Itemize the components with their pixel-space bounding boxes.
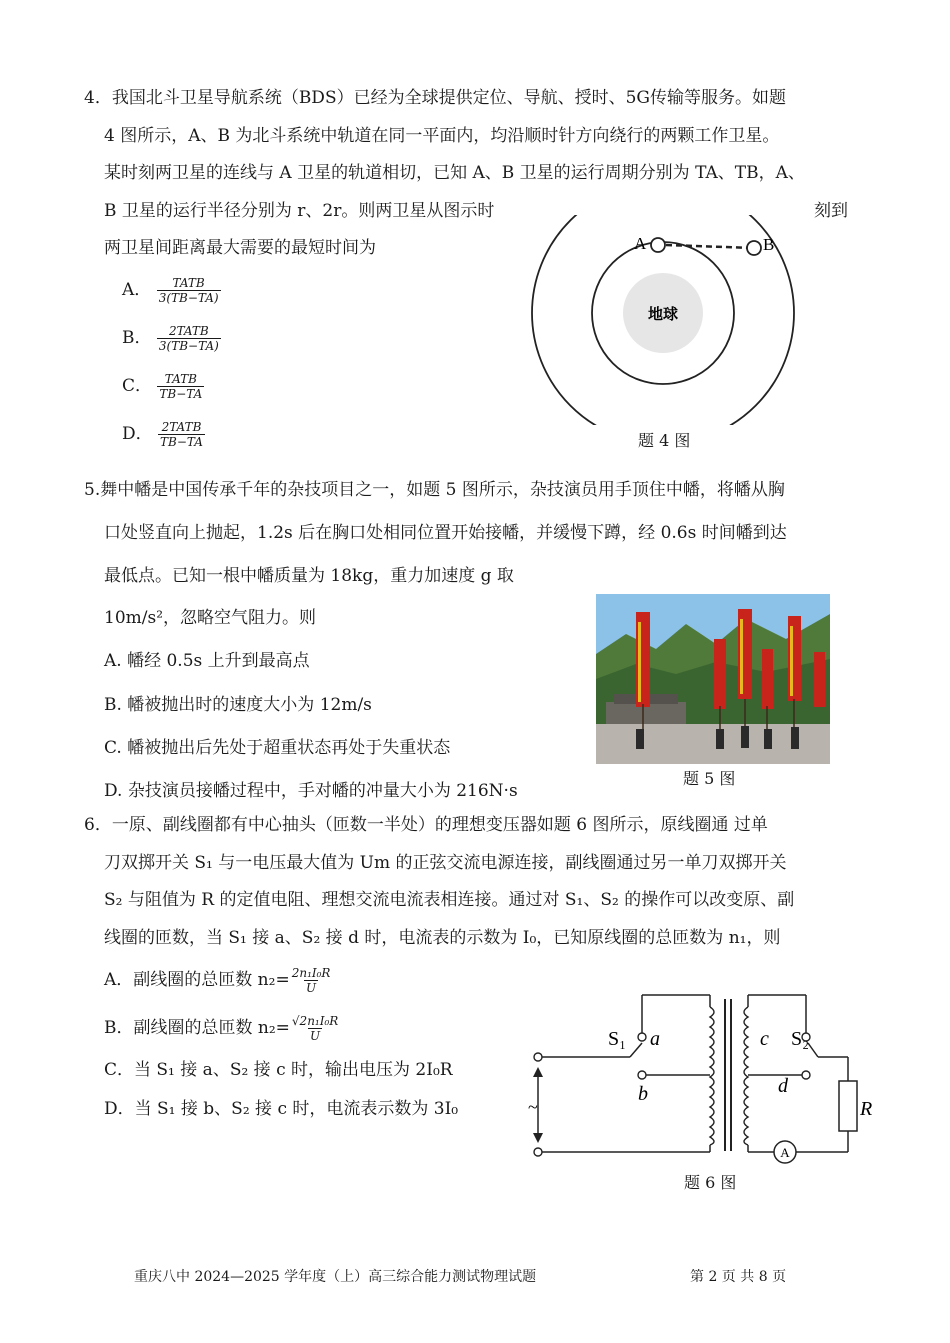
q4-orbit-diagram (530, 215, 800, 425)
q4-line-1: 4．我国北斗卫星导航系统（BDS）已经为全球提供定位、导航、授时、5G传输等服务。如题 (84, 88, 786, 108)
terminal-b-label: b (638, 1083, 648, 1105)
q5-photo (596, 594, 830, 764)
q5-option-d: D. 杂技演员接幡过程中，手对幡的冲量大小为 216N·s (104, 781, 518, 801)
q6-line-4: 线圈的匝数，当 S₁ 接 a、S₂ 接 d 时，电流表的示数为 I₀，已知原线圈的总匝数为 n₁，则 (104, 928, 781, 948)
q5-option-c: C. 幡被抛出后先处于超重状态再处于失重状态 (104, 738, 451, 758)
terminal-c-label: c (760, 1028, 769, 1050)
q4-option-c: C． $\frac{\text{TATB}}{TB-TA}$ (122, 372, 203, 401)
satellite-a (651, 238, 665, 252)
q4-line-5: 两卫星间距离最大需要的最短时间为 (104, 238, 376, 258)
q4-line-4b: 刻到 (814, 201, 848, 221)
q6-line-3: S₂ 与阻值为 R 的定值电阻、理想交流电流表相连接。通过对 S₁、S₂ 的操作可以改变原、副 (104, 890, 795, 910)
q4-option-d: D． $\frac{\text{2TATB}}{TB-TA}$ (122, 420, 203, 449)
q4-line-4: B 卫星的运行半径分别为 r、2r。则两卫星从图示时 (104, 201, 495, 221)
s2-label: S₂ (791, 1028, 810, 1050)
q5-line-2: 口处竖直向上抛起，1.2s 后在胸口处相同位置开始接幡，并缓慢下蹲，经 0.6s 时间幡到达 (104, 523, 787, 543)
label-b: B (763, 235, 775, 254)
earth-label: 地球 (647, 305, 679, 323)
q4-figure-caption: 题 4 图 (638, 431, 691, 450)
q6-option-a: A．副线圈的总匝数 n₂= $\frac{\text{2n₁I₀R}}{U}$ (104, 966, 331, 995)
q6-option-b: B．副线圈的总匝数 n₂= $\frac{\text{√2n₁I₀R}}{U}$ (104, 1014, 339, 1043)
label-a: A (634, 234, 647, 253)
q6-option-c: C．当 S₁ 接 a、S₂ 接 c 时，输出电压为 2I₀R (104, 1060, 453, 1080)
q5-option-a: A. 幡经 0.5s 上升到最高点 (104, 651, 310, 671)
footer-school: 重庆八中 2024—2025 学年度（上）高三综合能力测试物理试题 (134, 1269, 537, 1285)
q4-option-b: B． $\frac{\text{2TATB}}{3(TB-TA)}$ (122, 324, 219, 353)
q6-line-1: 6．一原、副线圈都有中心抽头（匝数一半处）的理想变压器如题 6 图所示，原线圈通 过单 (84, 815, 768, 835)
s1-label: S₁ (608, 1028, 627, 1050)
resistor (839, 1081, 857, 1131)
q4-option-a: A． $\frac{\text{TATB}}{3(TB-TA)}$ (122, 276, 219, 305)
q5-line-4: 10m/s²，忽略空气阻力。则 (104, 608, 317, 628)
satellite-b (747, 241, 761, 255)
q4-line-2: 4 图所示，A、B 为北斗系统中轨道在同一平面内，均沿顺时针方向绕行的两颗工作卫星。 (104, 126, 780, 146)
q6-figure-caption: 题 6 图 (684, 1173, 737, 1192)
resistor-label: R (860, 1098, 873, 1120)
footer-page-number: 第 2 页 共 8 页 (690, 1269, 787, 1285)
q5-line-1: 5.舞中幡是中国传承千年的杂技项目之一，如题 5 图所示，杂技演员用手顶住中幡，将幡从胸 (84, 480, 785, 500)
q5-option-b: B. 幡被抛出时的速度大小为 12m/s (104, 695, 372, 715)
ac-source-symbol: ~ (528, 1097, 538, 1117)
tangent-line (666, 245, 754, 248)
q6-option-d: D．当 S₁ 接 b、S₂ 接 c 时，电流表示数为 3I₀ (104, 1099, 459, 1119)
q6-circuit-diagram (520, 985, 890, 1170)
q5-line-3: 最低点。已知一根中幡质量为 18kg，重力加速度 g 取 (104, 566, 514, 586)
q5-figure-caption: 题 5 图 (683, 769, 736, 788)
q6-line-2: 刀双掷开关 S₁ 与一电压最大值为 Um 的正弦交流电源连接，副线圈通过另一单刀双掷开关 (104, 853, 787, 873)
q4-line-3: 某时刻两卫星的连线与 A 卫星的轨道相切，已知 A、B 卫星的运行周期分别为 TA、TB，A、 (104, 163, 805, 183)
terminal-a-label: a (650, 1028, 660, 1050)
terminal-d-label: d (778, 1075, 788, 1097)
ammeter-label: A (780, 1145, 790, 1160)
